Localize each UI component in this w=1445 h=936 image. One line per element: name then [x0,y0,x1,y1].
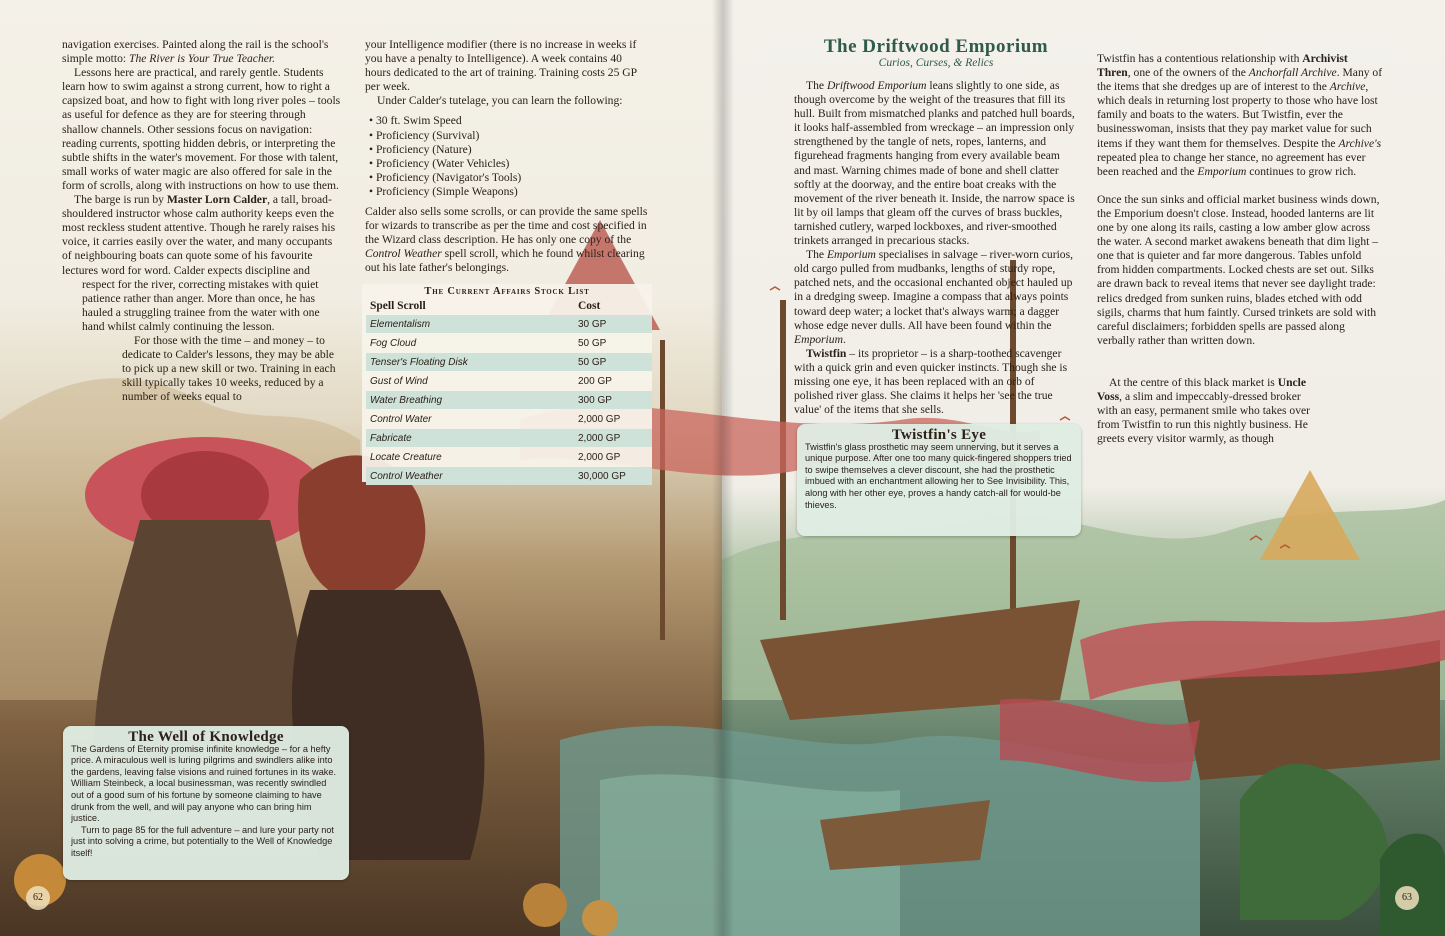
list-item: • 30 ft. Swim Speed [369,114,650,128]
skill-list [369,114,650,199]
paragraph: The barge is run by Master Lorn Calder, a tall, broad-shouldered instructor whose calm authority keeps even the most reckless student attentive. Though he rarely raises his voice, it carries easily over the water, and many occupants of neighbouring boats can quote some of his favourite lectures word for word. Calder expects discipline and [62,193,336,277]
list-item: • Proficiency (Water Vehicles) [369,157,650,171]
stock-list-table-box [362,284,652,482]
list-item: • Proficiency (Simple Weapons) [369,185,650,199]
paragraph: Under Calder's tutelage, you can learn the following: [377,94,623,108]
paragraph: Twistfin has a contentious relationship with Archivist Thren, one of the owners of the Anchorfall Archive. Many of the items that she dredges up are of interest to the Archive, which deals in returning lost property to those who have lost family and boats to the waters. But Twistfin, ever the businesswoman, insists that they pay market value for such items if they want them for themselves. Despite the Archive's repeated plea to change her stance, no agreement has ever been reached and the Emporium continues to grow rich. [1097,52,1383,178]
right-column-2-wrap [1097,376,1315,446]
twistfins-eye-sidebar [797,424,1081,536]
left-column-2 [365,38,650,276]
section-subtitle: Curios, Curses, & Relics [878,57,994,69]
sidebar-title: Twistfin's Eye [891,427,987,443]
table-row: Gust of Wind 200 GP [370,375,612,387]
paragraph: Twistfin's glass prosthetic may seem unnerving, but it serves a unique purpose. After one too many quick-fingered shoppers tried to swipe themselves a clever discount, she had the prosthetic imbued with an enchantment allowing her to See Invisibility. This, along with her other eye, proves a handy catch-all for would-be thieves. [805,441,1072,510]
table-row: Elementalism 30 GP [366,315,652,333]
well-of-knowledge-sidebar [63,726,349,880]
paragraph: The Driftwood Emporium leans slightly to one side, as though overcome by the weight of the treasures that fill its hull. Built from mismatched planks and patched hull boards, it looks half-assembled from wreckage – an impression only strengthened by the tangle of nets, ropes, lanterns, and figurehead fragments hanging from every available beam and mast. Warning chimes made of bone and shell clatter softly at the doorway, and the entire boat creaks with the movement of the river beneath it. Inside, the narrow space is lit by oil lamps that gleam off the curves of brass buckles, tarnished cutlery, warped lockboxes, and river-smoothed trinkets arranged in precarious stacks. [794,79,1075,248]
table-row: Locate Creature 2,000 GP [370,451,621,463]
column-header: Cost [578,300,601,312]
right-column-1 [794,79,1076,417]
sidebar-title: The Well of Knowledge [128,729,284,745]
stock-list-table [366,297,652,486]
list-item: • Proficiency (Survival) [369,129,650,143]
paragraph: The Emporium specialises in salvage – river-worn curios, old cargo pulled from mudbanks, lengths of sturdy rope, patched nets, and the occasional enchanted object hauled up in a dredging sweep. Imagine a compass that always points toward deep water; a locket that's always warm; a dagger whose edge never dulls. All have been found within the Emporium. [794,248,1074,346]
table-row: Control Weather 30,000 GP [366,467,652,485]
table-title: The Current Affairs Stock List [424,286,590,297]
table-row: Tenser's Floating Disk 50 GP [366,353,652,371]
paragraph: The Gardens of Eternity promise infinite knowledge – for a hefty price. A miraculous well is luring pilgrims and swindlers alike into the gardens, leaving false visions and ruined fortunes in its wake. William Steinbeck, a local businessman, was recently swindled out of a good sum of his fortune by someone claiming to have drunk from the well, and will pay anyone who can bring him justice. [71,743,337,824]
left-column-1-wrap-a [82,278,344,334]
paragraph: At the centre of this black market is Uncle Voss, a slim and impeccably-dressed broker with an easy, permanent smile who takes over from Twistfin to run this nightly business. He greets every visitor warmly, as though [1097,376,1311,446]
column-header: Spell Scroll [370,300,426,312]
paragraph: For those with the time – and money – to dedicate to Calder's lessons, they may be able to pick up a new skill or two. Training in each skill typically takes 10 weeks, reduced by a number of weeks equal to [122,334,336,404]
left-column-1 [62,38,344,278]
page-number-left: 62 [26,886,50,910]
paragraph: Once the sun sinks and official market business winds down, the Emporium doesn't close. Instead, hooded lanterns are lit one by one along its rails, casting a low amber glow across the water. A second market awakens beneath that dim light – one that is quieter and far more dangerous. Tables unfold from hidden compartments. Locked chests are set out. Silks are drawn back to reveal items that never see daylight trade: relics dredged from sunken ruins, blades etched with odd sigils, charms that hum faintly. Cursed trinkets are sold with careful disclaimers; forbidden spells are passed along verbally rather than written down. [1097,192,1380,347]
paragraph: your Intelligence modifier (there is no increase in weeks if you have a penalty to Intelligence). A week contains 40 hours dedicated to the art of training. Training costs 25 GP per week. [365,38,637,94]
paragraph: respect for the river, correcting mistakes with quiet patience rather than anger. More than once, he has hauled a struggling trainee from the water with one hand whilst calmly continuing the lesson. [82,278,320,334]
table-row: Control Water 2,000 GP [370,413,621,425]
page-gutter [712,0,734,936]
table-header-row [366,298,652,314]
table-row: Fabricate 2,000 GP [366,429,652,447]
paragraph: Turn to page 85 for the full adventure – and lure your party not just into solving a crime, but potentially to the Well of Knowledge itself! [71,824,334,858]
section-title: The Driftwood Emporium [823,36,1049,57]
table-row: Water Breathing 300 GP [366,391,652,409]
page-number-right: 63 [1395,886,1419,910]
paragraph: navigation exercises. Painted along the rail is the school's simple motto: The River is Your True Teacher. [62,38,329,66]
paragraph: Twistfin – its proprietor – is a sharp-toothed scavenger with a quick grin and even quicker instincts. Though she is missing one eye, it has been replaced with an orb of polished river glass. She claims it helps her 'see the true value' of the items that she sells. [794,346,1068,417]
list-item: • Proficiency (Navigator's Tools) [369,171,650,185]
right-column-2 [1097,52,1383,348]
paragraph: Calder also sells some scrolls, or can provide the same spells for wizards to transcribe as per the time and cost specified in the Wizard class description. He has only one copy of the Control Weather spell scroll, which he found whilst clearing out his late father's belongings. [365,205,648,275]
table-row: Fog Cloud 50 GP [370,337,607,349]
paragraph: Lessons here are practical, and rarely gentle. Students learn how to swim against a strong current, how to right a capsized boat, and how to fight with long river poles – tools as useful for defence as they are for steering through shallow channels. Other sessions focus on navigation: reading currents, spotting hidden debris, or interpreting the subtle shifts in the water's movement. For those with talent, small works of water magic are also offered for sale in the form of scrolls, along with instructions on how to use them. [62,66,341,192]
list-item: • Proficiency (Nature) [369,143,650,157]
left-column-1-wrap-b [122,334,344,404]
